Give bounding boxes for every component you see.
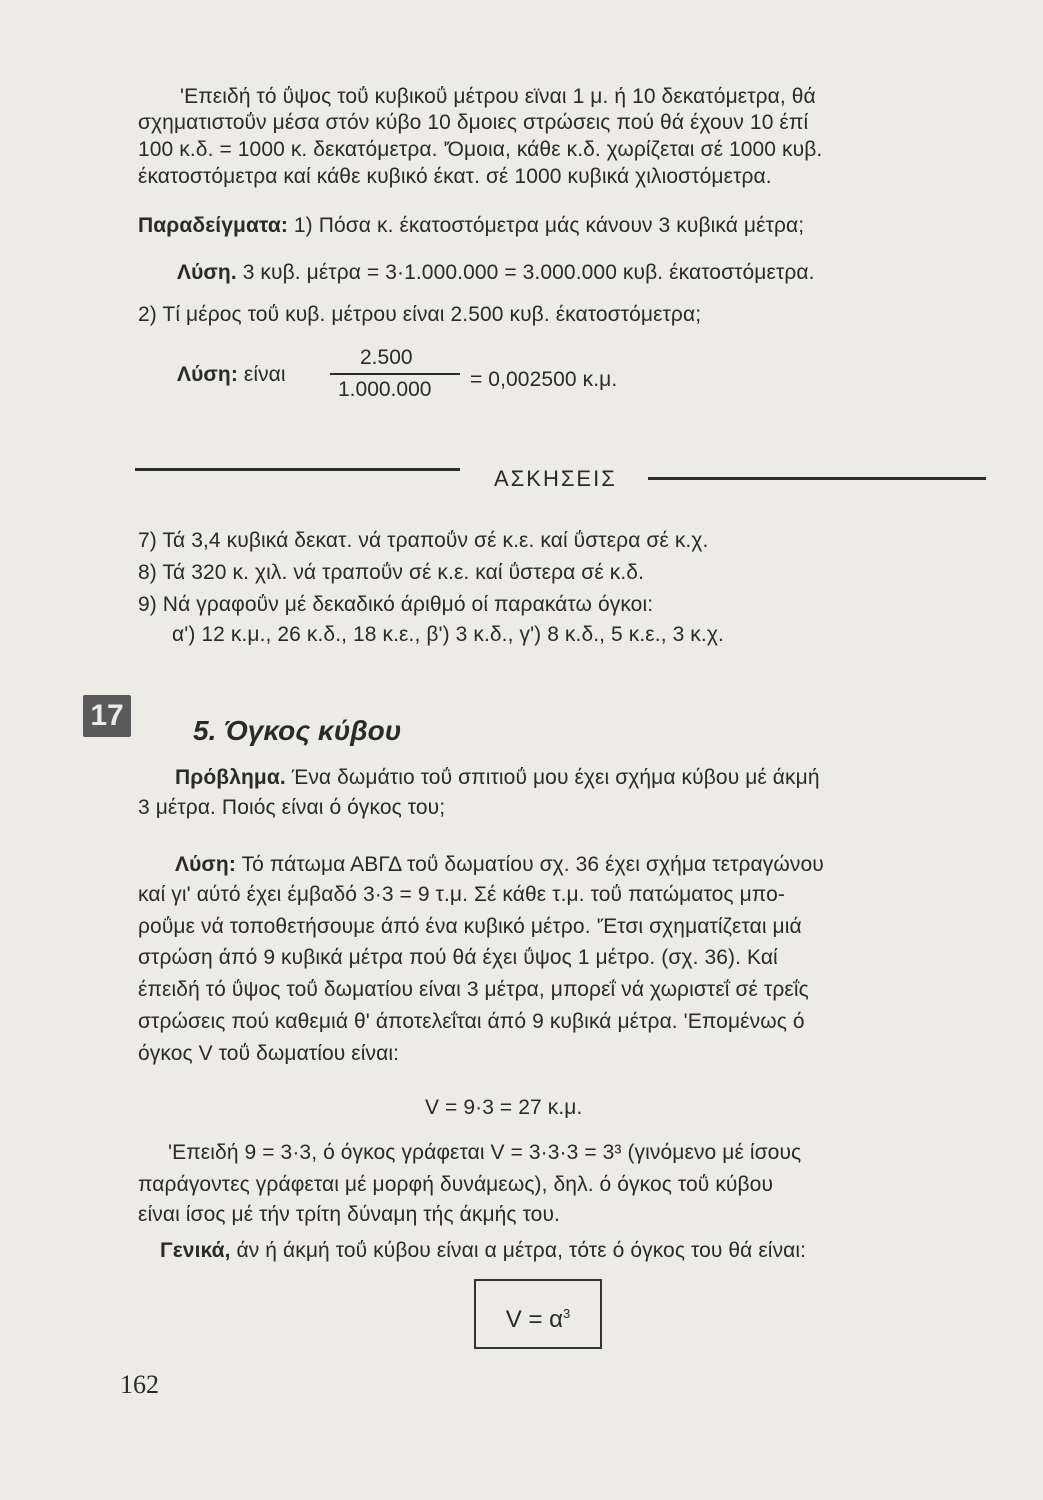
exercise-7: 7) Τά 3,4 κυβικά δεκατ. νά τραποΰν σέ κ.ε. καί ΰστερα σέ κ.χ. [138, 529, 709, 552]
exercise-8: 8) Τά 320 κ. χιλ. νά τραποΰν σέ κ.ε. καί ΰστερα σέ κ.δ. [138, 561, 645, 584]
solution-text: Τό πάτωμα ΑΒΓΔ τοΰ δωματίου σχ. 36 έχει σχήμα τετραγώνου [241, 853, 824, 876]
exercise-9-items: α') 12 κ.μ., 26 κ.δ., 18 κ.ε., β') 3 κ.δ., γ') 8 κ.δ., 5 κ.ε., 3 κ.χ. [172, 623, 724, 646]
solution-line-2: καί γι' αύτό έχει έμβαδό 3·3 = 9 τ.μ. Σέ κάθε τ.μ. τοΰ πατώματος μπο- [138, 883, 785, 906]
solution-line-5: έπειδή τό ΰψος τοΰ δωματίου είναι 3 μέτρα, μπορεΐ νά χωριστεΐ σέ τρεΐς [138, 978, 809, 1001]
solution-line-4: στρώση άπό 9 κυβικά μέτρα πού θά έχει ΰψος 1 μέτρο. (σχ. 36). Καί [138, 946, 778, 969]
intro-line-1: 'Επειδή τό ΰψος τοΰ κυβικοΰ μέτρου εϊναι 1 μ. ή 10 δεκατόμετρα, θά [180, 85, 816, 108]
answer-1-label: Λύση. [177, 261, 237, 284]
problem-line-1 [175, 765, 820, 791]
exercise-9: 9) Νά γραφοΰν μέ δεκαδικό άριθμό οί παρακάτω όγκοι: [138, 593, 654, 616]
general-label: Γενικά, [160, 1239, 231, 1262]
examples-q1-text: 1) Πόσα κ. έκατοστόμετρα μάς κάνουν 3 κυβικά μέτρα; [293, 214, 805, 237]
page-number: 162 [120, 1370, 159, 1399]
answer-2-label: Λύση: [177, 363, 238, 386]
examples-answer-1 [177, 260, 815, 286]
formula-base: V = α [505, 1306, 563, 1333]
after-line-1: 'Επειδή 9 = 3·3, ό όγκος γράφεται V = 3·3·3 = 3³ (γινόμενο μέ ίσους [168, 1141, 802, 1164]
solution-line-3: ροΰμε νά τοποθετήσουμε άπό ένα κυβικό μέτρο. 'Έτσι σχηματίζεται μιά [138, 915, 802, 938]
answer-1-text: 3 κυβ. μέτρα = 3·1.000.000 = 3.000.000 κυβ. έκατοστόμετρα. [242, 261, 815, 284]
examples-question-2: 2) Τί μέρος τοΰ κυβ. μέτρου είναι 2.500 κυβ. έκατοστόμετρα; [138, 303, 702, 326]
cube-volume-formula-box [474, 1279, 602, 1349]
after-line-3: είναι ίσος μέ τήν τρίτη δύναμη τής άκμής του. [138, 1203, 560, 1226]
exercises-heading: ΑΣΚΗΣΕΙΣ [494, 466, 617, 491]
general-line [160, 1238, 806, 1264]
solution-line-7: όγκος V τοΰ δωματίου είναι: [138, 1042, 400, 1065]
fraction-bar [330, 373, 460, 375]
problem-label: Πρόβλημα. [175, 766, 286, 789]
after-line-2: παράγοντες γράφεται μέ μορφή δυνάμεως), δηλ. ό όγκος τοΰ κύβου [138, 1173, 774, 1196]
answer-2-lead [177, 362, 286, 388]
answer-2-pre: είναι [243, 363, 286, 386]
section-number-badge: 17 [83, 695, 131, 737]
section-rule-right [648, 477, 986, 480]
volume-formula: V = 9·3 = 27 κ.μ. [425, 1096, 583, 1119]
answer-2-result: = 0,002500 κ.μ. [470, 368, 618, 391]
examples-question-1 [138, 213, 804, 239]
solution-line-1 [175, 852, 824, 878]
fraction-numerator: 2.500 [360, 346, 413, 369]
fraction-denominator: 1.000.000 [338, 378, 432, 401]
problem-text: Ένα δωμάτιο τοΰ σπιτιοΰ μου έχει σχήμα κύβου μέ άκμή [291, 766, 820, 789]
section-rule-left [135, 468, 460, 471]
intro-line-3: 100 κ.δ. = 1000 κ. δεκατόμετρα. 'Όμοια, κάθε κ.δ. χωρίζεται σέ 1000 κυβ. [138, 138, 823, 161]
general-text: άν ή άκμή τοΰ κύβου είναι α μέτρα, τότε ό όγκος του θά είναι: [236, 1239, 807, 1262]
examples-label: Παραδείγματα: [138, 214, 288, 237]
solution-label: Λύση: [175, 853, 236, 876]
problem-line-2: 3 μέτρα. Ποιός είναι ό όγκος του; [138, 796, 446, 819]
solution-line-6: στρώσεις πού καθεμιά θ' άποτελεΐται άπό 9 κυβικά μέτρα. 'Επομένως ό [138, 1010, 805, 1033]
section-title: 5. Όγκος κύβου [193, 715, 402, 746]
formula-exponent: 3 [563, 1306, 571, 1321]
intro-line-4: έκατοστόμετρα καί κάθε κυβικό έκατ. σέ 1000 κυβικά χιλιοστόμετρα. [138, 165, 772, 188]
intro-line-2: σχηματιστοΰν μέσα στόν κύβο 10 δμοιες στρώσεις πού θά έχουν 10 έπί [138, 111, 809, 134]
